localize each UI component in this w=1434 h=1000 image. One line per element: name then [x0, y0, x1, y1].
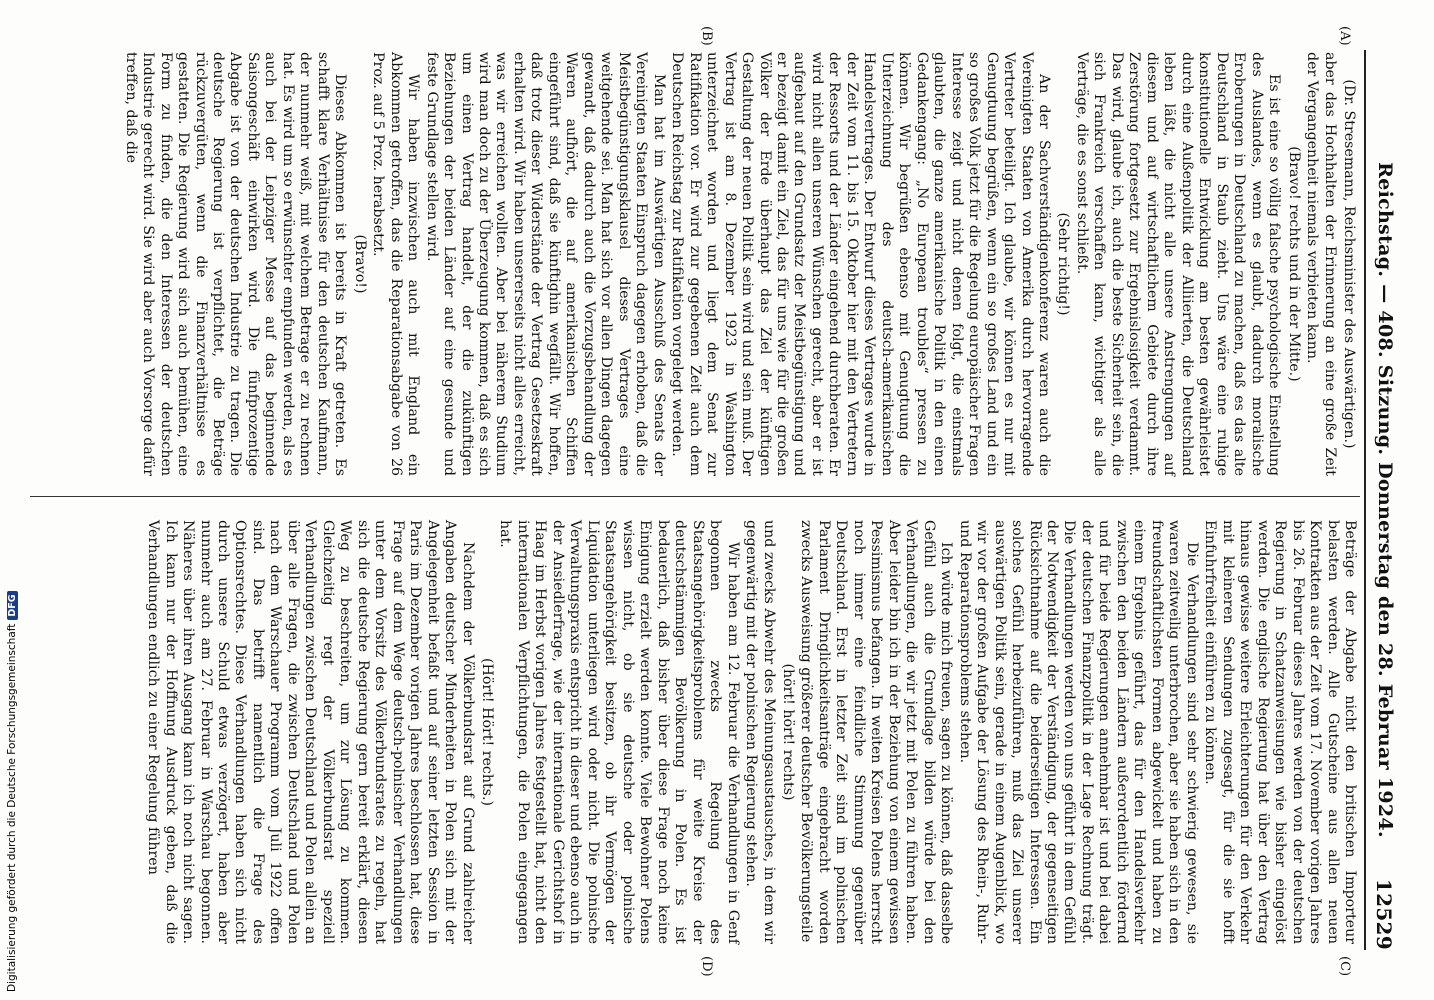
margin-marker-b: (B) [699, 26, 714, 46]
paragraph: Beträge der Abgabe nicht den britischen Importeur belasten werden. Alle Gutscheine aus allen neuen Kontrakten aus der Zeit vom 17. November vorigen Jahres bis 26. Februar dieses Jahres werden von der deutschen Regierung in Schatzanweisungen wie bisher eingelöst werden. Die englische Regierung hat über den Vertrag hinaus gewisse weitere Erleichterungen für den Verkehr mit kleineren Sendungen zugesagt, für die sie hofft Einfuhrfreiheit einführen zu können. [1202, 520, 1358, 944]
digitization-credit-text: Digitalisierung gefördert durch die Deutsche Forschungsgemeinschaft [6, 623, 18, 992]
dfg-logo: DFG [7, 591, 18, 619]
digitization-credit [2, 0, 20, 1000]
page-header [1368, 50, 1398, 950]
left-column [120, 52, 1358, 476]
interjection: (Bravo! rechts und in der Mitte.) [1285, 146, 1302, 382]
margin-marker-c: (C) [1337, 956, 1352, 977]
paragraph: An der Sachverständigenkonferenz waren auch die Vereinigten Staaten von Amerika durch hervorragende Vertreter beteiligt. Ich glaube, wir können es nur mit Genugtuung begrüßen, wenn ein so großes Land und ein so großes Volk jetzt für die Regelung europäischer Fragen Interesse zeigt und nicht denen folgt, die einstmals glaubten, die ganze amerikanische Politik in den einen Gedankengang: „No European troubles“ pressen zu können. Wir begrüßen ebenso mit Genugtuung die Unterzeichnung des deutsch-amerikanischen Handelsvertrages. Der Entwurf dieses Vertrages wurde in der Zeit vom 11. bis 15. Oktober hier mit den Vertretern der Ressorts und der Länder eingehend durchberaten. Er wird nicht allen unseren Wünschen gerecht, aber er ist aufgebaut auf den Grundsatz der Meistbegünstigung und er bezeigt damit ein Ziel, das für uns wie für die großen Völker der Erde überhaupt das Ziel der künftigen Gestaltung der neuen Politik sein wird und sein muß. Der Vertrag ist am 8. Dezember 1923 in Washington unterzeichnet worden und liegt dem Senat zur Ratifikation vor. Er wird zur gegebenen Zeit auch dem Deutschen Reichstag zur Ratifikation vorgelegt werden. [669, 52, 1053, 476]
interjection: (hört! hört! rechts) [780, 663, 796, 801]
column-divider [30, 496, 1360, 497]
paragraph: Die Verhandlungen sind sehr schwierig gewesen, sie waren zeitweilig unterbrochen, aber sie haben sich in den freundschaftlichsten Formen abgewickelt und haben zu einem Ergebnis geführt, das für den Handelsverkehr zwischen den beiden Ländern außerordentlich fördernd und für beide Regierungen annehmbar ist und bei dabei der deutschen Finanzpolitik in der Lage Rechnung trägt. Die Verhandlungen werden von uns geführt in dem Gefühl der Notwendigkeit der Verständigung, der gegenseitigen Rücksichtnahme auf die beiderseitigen Interessen. Ein solches Gefühl herbeizuführen, muß das Ziel unserer auswärtigen Politik sein, gerade in einem Augenblick, wo wir vor der großen Aufgabe der Lösung des Rhein-, Ruhr- und Reparationsproblems stehen. [956, 520, 1200, 944]
speaker-label: (Dr. Stresemann, Reichsminister des Auswärtigen.) [1341, 79, 1357, 449]
interjection: (Bravo!) [351, 234, 368, 294]
paragraph: Dieses Abkommen ist bereits in Kraft getreten. Es schafft klare Verhältnisse für den deutschen Kaufmann, der nunmehr weiß, mit welchem Betrage er zu rechnen hat. Es wird um so erwünschter empfunden werden, als es auch bei der Leipziger Messe auf das beginnende Saisongeschäft einwirken wird. Die fünfprozentige Abgabe ist von der deutschen Industrie zu tragen. Die deutsche Regierung ist verpflichtet, die Beträge rückzuvergüten, wenn die Finanzverhältnisse es gestatten. Die Regierung wird sich auch bemühen, eine Form zu finden, die den Interessen der deutschen Industrie gerecht wird. Sie wird aber auch Vorsorge dafür treffen, daß die [122, 52, 349, 476]
paragraph: Es ist eine so völlig falsche psychologische Einstellung des Auslandes, wenn es glaubt, dadurch moralische Eroberungen in Deutschland zu machen, daß es das alte Deutschland in Staub zieht. Uns wäre eine ruhige konstitutionelle Entwicklung am besten gewährleistet durch eine Außenpolitik der Alliierten, die Deutschland leben läßt, die nicht alle unsere Anstrengungen auf diesem und auf wirtschaftlichem Gebiete durch ihre Zerstörung fortgesetzt zur Ergebnislosigkeit verdammt. Das wird, glaube ich, auch die beste Sicherheit sein, die sich Frankreich verschaffen kann, wichtiger als alle Verträge, die es sonst schließt. [1073, 52, 1283, 476]
interjection: (Sehr richtig!) [1055, 212, 1072, 316]
paragraph: Wir haben am 12. Februar die Verhandlungen in Genf begonnen zwecks Regelung des Staatsangehörigkeitsproblems für weite Kreise der deutschstämmigen Bevölkerung in Polen. Es ist bedauerlich, daß bisher über diese Frage noch keine Einigung erzielt werden konnte. Viele Bewohner Polens wissen nicht, ob sie deutsche oder polnische Staatsangehörigkeit besitzen, ob ihr Vermögen der Liquidation unterliegen wird oder nicht. Die polnische Verwaltungspraxis entspricht in dieser und ebenso auch in der Ansiedlerfrage, wie der internationale Gerichtshof in Haag im Herbst vorigen Jahres festgestellt hat, nicht den internationalen Verpflichtungen, die Polen eingegangen hat. [497, 520, 741, 944]
header-title: Reichstag. — 408. Sitzung. Donnerstag den 28. Februar 1924. [1374, 162, 1396, 838]
paragraph: aber das Hochhalten der Erinnerung an eine große Zeit der Vergangenheit niemals verbieten kann. [1304, 52, 1338, 476]
paragraph: Ich würde mich freuen, sagen zu können, daß dasselbe Gefühl auch die Grundlage bilden würde bei den Verhandlungen, die wir jetzt mit Polen zu führen haben. Aber leider bin ich in der Beziehung von einem gewissen Pessimismus befangen. In weiten Kreisen Polens herrscht noch immer eine feindliche Stimmung gegenüber Deutschland. Erst in letzter Zeit sind im polnischen Parlament Dringlichkeitsanträge eingebracht worden zwecks Ausweisung größerer deutscher Bevölkerungsteile [798, 520, 955, 944]
paragraph: und zwecks Abwehr des Meinungsaustausches, in dem wir gegenwärtig mit der polnischen Regierung stehen. [743, 520, 777, 944]
margin-marker-a: (A) [1337, 26, 1352, 46]
margin-marker-d: (D) [699, 956, 714, 977]
header-rule [1364, 50, 1366, 950]
paragraph: Nachdem der Völkerbundsrat auf Grund zahlreicher Angaben deutscher Minderheiten in Polen sich mit der Angelegenheit befaßt und auf seiner letzten Session in Paris im Dezember vorigen Jahres beschlossen hat, diese Frage auf dem Wege deutsch-polnischer Verhandlungen unter dem Vorsitz des Völkerbundsrates zu regeln, hat sich die deutsche Regierung gern bereit erklärt, diesen Weg zu beschreiten, um zur Lösung zu kommen. Gleichzeitig regt der Völkerbundsrat speziell Verhandlungen zwischen Deutschland und Polen allein an über alle Fragen, die zwischen Deutschland und Polen nach dem Warschauer Programm vom Juli 1922 offen sind. Das betrifft namentlich die Frage des Optionsrechtes. Diese Verhandlungen haben sich nicht durch unsere Schuld etwas verzögert, haben aber nunmehr auch am 27. Februar in Warschau begonnen. Näheres über ihren Ausgang kann ich noch nicht sagen. Ich kann nur der Hoffnung Ausdruck geben, daß die Verhandlungen endlich zu einer Regelung führen [145, 520, 476, 944]
rotated-sheet [20, 0, 1404, 1000]
paragraph: Man hat im Auswärtigen Ausschuß des Senats der Vereinigten Staaten Einspruch dagegen erhoben, daß die Meistbegünstigungsklausel dieses Vertrages eine weitgehende sei. Man hat sich vor allen Dingen dagegen gewandt, daß dadurch auch die Vorzugsbehandlung der Waren aufhört, die auf amerikanischen Schiffen eingeführt sind, daß sie künftighin wegfällt. Wir hoffen, daß trotz dieser Widerstände der Vertrag Gesetzeskraft erhalten wird. Wir haben unsererseits nicht alles erreicht, was wir erreichen wollten. Aber bei näherem Studium wird man doch zu der Überzeugung kommen, daß es sich um einen Vertrag handelt, der die zukünftigen Beziehungen der beiden Länder auf eine gesunde und feste Grundlage stellen wird. [423, 52, 667, 476]
page-number: 12529 [1372, 878, 1396, 950]
right-column [143, 520, 1358, 944]
paragraph: Wir haben inzwischen auch mit England ein Abkommen getroffen, das die Reparationsabgabe von 26 Proz. auf 5 Proz. herabsetzt. [370, 52, 422, 476]
interjection: (Hört! Hört! rechts.) [479, 657, 496, 807]
